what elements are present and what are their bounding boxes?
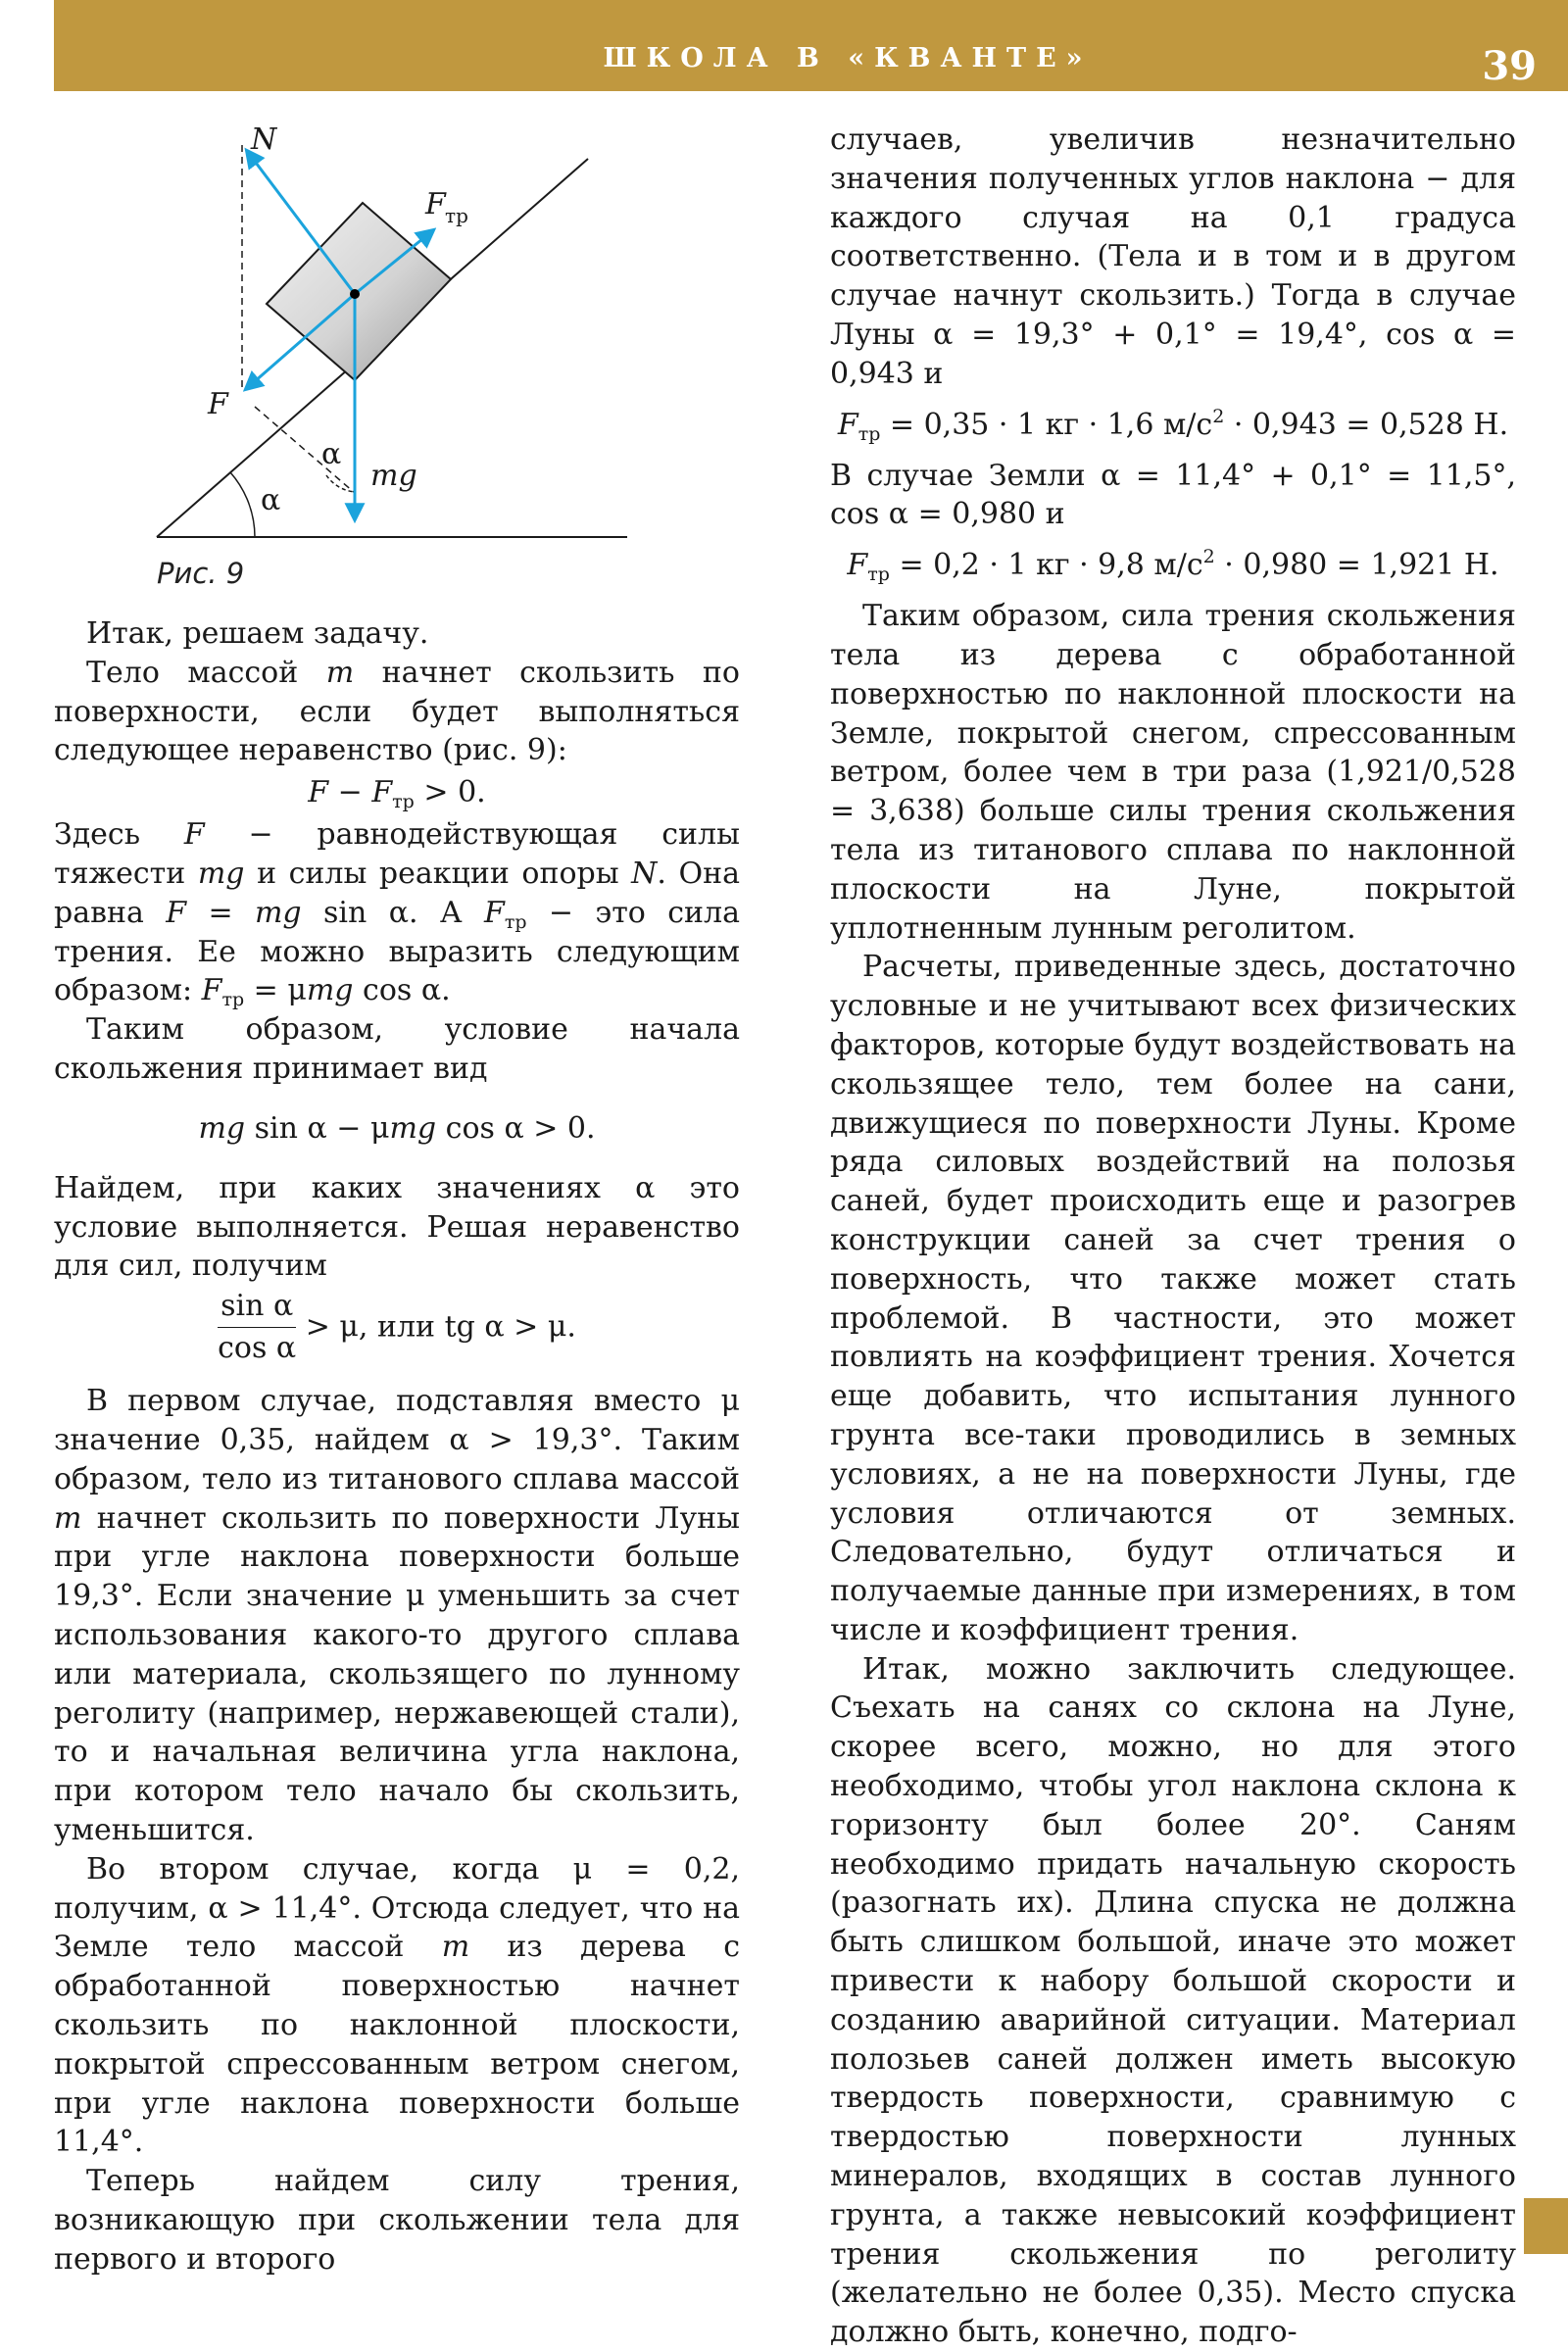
paragraph: В случае Земли α = 11,4° + 0,1° = 11,5°, cos α = 0,980 и [830, 458, 1516, 532]
label-alpha-force: α [321, 437, 342, 471]
equation: mg sin α − μmg cos α > 0. [198, 1110, 596, 1146]
paragraph: В первом случае, подставляя вместо μ значение 0,35, найдем α > 19,3°. Таким образом, тело из титанового сплава массой m начнет скользить по поверхности Луны при угле наклона поверхности больше 19,3°. Если значение μ уменьшить за счет использования какого-то другого сплава или материала, скользящего по лунному реголиту (например, нержавеющей стали), то и начальная величина угла наклона, при котором тело начало бы скользить, уменьшится. [54, 1384, 740, 1847]
label-F-tr-sub: тр [445, 204, 468, 227]
section-title: ШКОЛА В «КВАНТЕ» [603, 43, 1093, 74]
paragraph: Таким образом, условие начала скольжения принимает вид [54, 1012, 740, 1086]
left-column [54, 614, 740, 2278]
fraction: $\frac{\text{sin α}}{\text{cos α}}$ [218, 1289, 297, 1366]
label-F: F [208, 387, 228, 421]
paragraph: Во втором случае, когда μ = 0,2, получим, α > 11,4°. Отсюда следует, что на Земле тело массой m из дерева с обработанной поверхностью начнет скользить по наклонной плоскости, покрытой спрессованным ветром снегом, при угле наклона поверхности больше 11,4°. [54, 1851, 740, 2160]
equation: $\frac{\text{sin α}}{\text{cos α}}$ > μ, или tg α > μ. [218, 1289, 576, 1366]
paragraph: случаев, увеличив незначительно значения полученных углов наклона − для каждого случая на 0,1 градуса соответственно. (Тела и в том и в другом случае начнут скользить.) Тогда в случае Луны α = 19,3° + 0,1° = 19,4°, cos α = 0,943 и [830, 122, 1516, 391]
label-mg: mg [370, 459, 417, 493]
header-band [54, 0, 1568, 91]
paragraph: Здесь F − равнодействующая силы тяжести mg и силы реакции опоры N. Она равна F = mg sin α. А $F_{тр}$ − это сила трения. Ее можно выразить следующим образом: $F_{тр} = \mu mg$ cos α. [54, 817, 740, 1011]
equation: $F_{тр} = 0,35 \cdot 1$ кг · 1,6 $м/с^2 \cdot 0,943 = 0,528$ Н. [837, 405, 1509, 445]
incline-angle-arc [230, 472, 255, 537]
paragraph: Найдем, при каких значениях α это условие выполняется. Решая неравенство для сил, получим [54, 1170, 740, 1284]
paragraph: Итак, решаем задачу. [86, 616, 429, 651]
force-angle-arc [326, 475, 355, 492]
label-N: N [251, 122, 277, 157]
equation: $F_{тр} = 0,2 \cdot 1$ кг · 9,8 $м/с^2 \cdot 0,980 = 1,921$ Н. [847, 546, 1499, 586]
figure-9-incline-diagram [147, 108, 647, 559]
label-F-tr: F [425, 187, 446, 221]
paragraph: Таким образом, сила трения скольжения тела из дерева с обработанной поверхностью по наклонной плоскости на Земле, покрытой снегом, спрессованным ветром, более чем в три раза (1,921/0,528 = 3,638) больше силы трения скольжения тела из титанового сплава по наклонной плоскости на Луне, покрытой уплотненным лунным реголитом. [830, 599, 1516, 946]
figure-caption: Рис. 9 [157, 557, 245, 590]
paragraph: Тело массой m начнет скользить по поверхности, если будет выполняться следующее неравенство (рис. 9): [54, 655, 740, 768]
equation: $F - F_{тр} > 0$. [308, 775, 486, 813]
right-column [830, 121, 1516, 2352]
paragraph: Теперь найдем силу трения, возникающую при скольжении тела для первого и второго [54, 2164, 740, 2277]
label-alpha-incline: α [261, 483, 281, 517]
paragraph: Итак, можно заключить следующее. Съехать на санях со склона на Луне, скорее всего, можно, но для этого необходимо, чтобы угол наклона склона к горизонту был более 20°. Саням необходимо придать начальную скорость (разогнать их). Длина спуска не должна быть слишком большой, иначе это может привести к набору большой скорости и созданию аварийной ситуации. Материал полозьев саней должен иметь высокую твердость поверхности, сравнимую с твердостью поверхности лунных минералов, входящих в состав лунного грунта, а также невысокий коэффициент трения скольжения по реголиту (желательно не более 0,35). Место спуска должно быть, конечно, подго- [830, 1651, 1516, 2350]
paragraph: Расчеты, приведенные здесь, достаточно условные и не учитывают всех физических факторов, которые будут воздействовать на скользящее тело, тем более на сани, движущиеся по поверхности Луны. Кроме ряда силовых воздействий на полозья саней, будет происходить еще и разогрев конструкции саней за счет трения о поверхность, что также может стать проблемой. В частности, это может повлиять на коэффициент трения. Хочется еще добавить, что испытания лунного грунта все-таки проводились в земных условиях, а не на поверхности Луны, где условия отличаются от земных. Следовательно, будут отличаться и получаемые данные при измерениях, в том числе и коэффициент трения. [830, 950, 1516, 1647]
corner-tab [1524, 2198, 1568, 2254]
center-of-mass-dot [350, 289, 360, 299]
page-number: 39 [1482, 43, 1537, 89]
